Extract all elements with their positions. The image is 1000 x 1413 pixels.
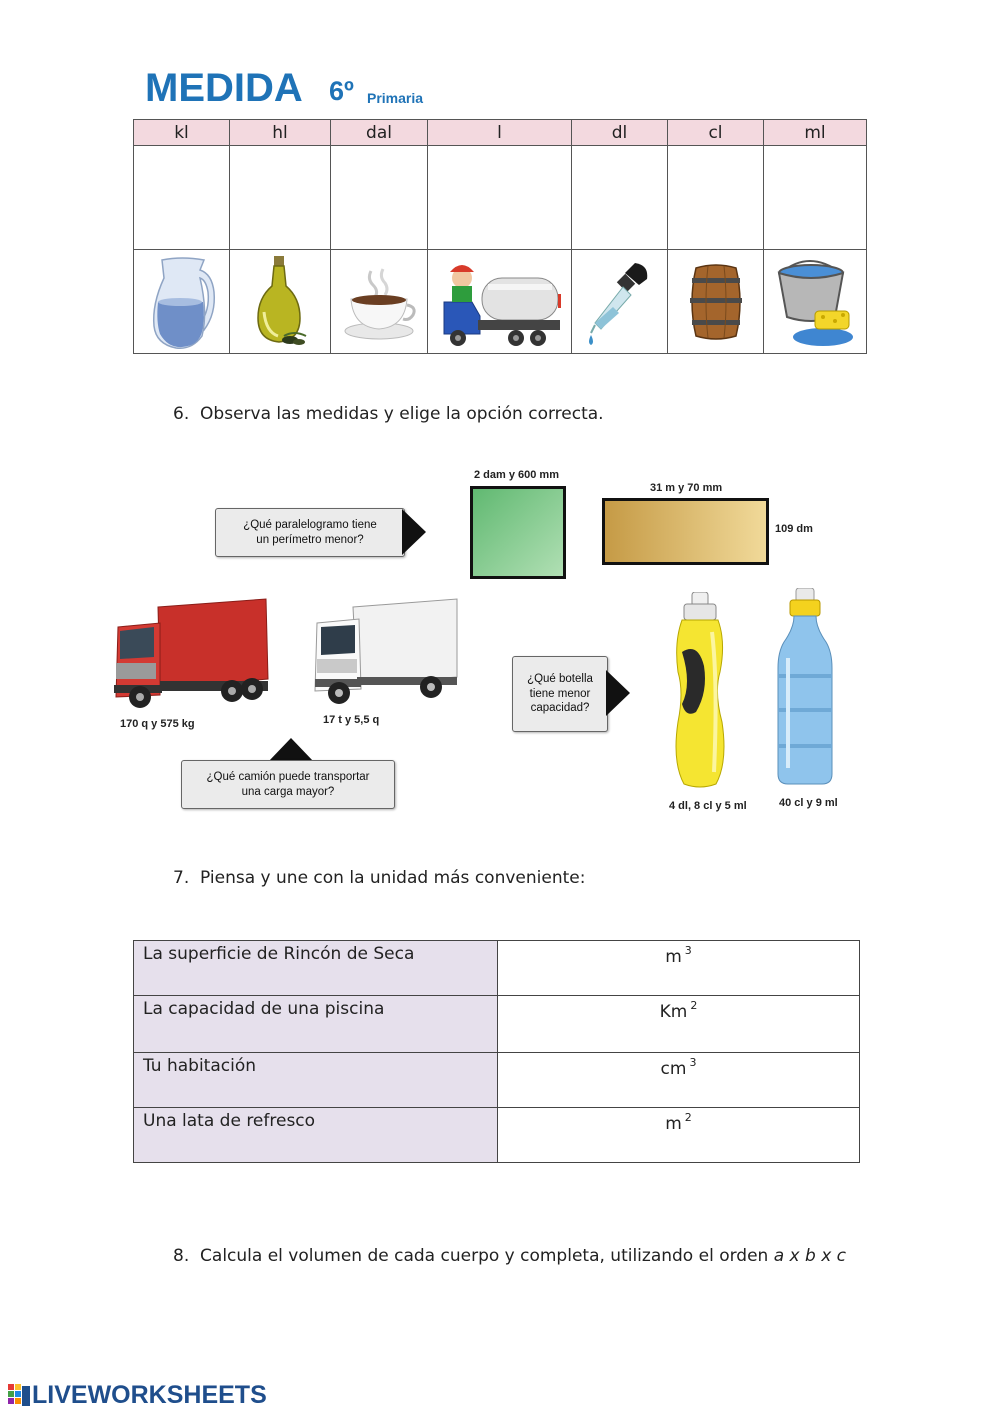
drop-zone-dal[interactable] <box>331 146 428 250</box>
question-number: 8. <box>173 1246 190 1266</box>
question-6 <box>173 404 604 424</box>
page-title: MEDIDA <box>145 66 303 110</box>
bottle-question-callout: ¿Qué botella tiene menor capacidad? <box>512 656 608 732</box>
unit-header-cl: cl <box>668 120 764 146</box>
question-text: Calcula el volumen de cada cuerpo y completa, utilizando el orden <box>200 1246 769 1266</box>
bucket-icon[interactable] <box>773 253 857 351</box>
images-row <box>134 250 867 354</box>
footer-brand: LIVEWORKSHEETS <box>32 1381 267 1409</box>
question-text: Observa las medidas y elige la opción correcta. <box>200 404 604 424</box>
jug-icon[interactable] <box>142 252 222 352</box>
units-table <box>133 119 867 354</box>
truck2-label: 17 t y 5,5 q <box>323 714 380 726</box>
drop-zone-hl[interactable] <box>230 146 331 250</box>
match-right-item[interactable]: cm $^3$ <box>498 1053 860 1108</box>
formula: a x b x c <box>773 1246 847 1266</box>
truck1-label: 170 q y 575 kg <box>120 718 195 730</box>
red-truck-image[interactable] <box>110 597 270 713</box>
question-number: 6. <box>173 404 190 424</box>
green-square[interactable] <box>470 486 566 579</box>
drop-zone-ml[interactable] <box>764 146 867 250</box>
match-left-item[interactable]: Tu habitación <box>134 1053 498 1108</box>
drop-zone-dl[interactable] <box>572 146 668 250</box>
match-left-item[interactable]: Una lata de refresco <box>134 1108 498 1163</box>
tanker-truck-icon[interactable] <box>438 254 562 350</box>
unit-header-hl: hl <box>230 120 331 146</box>
drop-zone-cl[interactable] <box>668 146 764 250</box>
barrel-icon[interactable] <box>686 262 746 342</box>
table-row <box>134 996 860 1053</box>
match-right-item[interactable]: m $^2$ <box>498 1108 860 1163</box>
answer-row <box>134 146 867 250</box>
liveworksheets-logo-icon <box>8 1382 32 1410</box>
bottle2-label: 40 cl y 9 ml <box>779 797 838 809</box>
footer-logo[interactable] <box>8 1381 267 1410</box>
unit-header-ml: ml <box>764 120 867 146</box>
arrow-up-icon <box>268 738 314 762</box>
match-left-item[interactable]: La superficie de Rincón de Seca <box>134 941 498 996</box>
oil-bottle-icon[interactable] <box>250 252 310 352</box>
match-right-item[interactable]: Km $^2$ <box>498 996 860 1053</box>
table-row <box>134 1108 860 1163</box>
units-header-row <box>134 120 867 146</box>
parallelogram-question-callout: ¿Qué paralelogramo tiene un perímetro menor? <box>215 508 405 557</box>
question-text: Piensa y une con la unidad más conveniente: <box>200 868 586 888</box>
unit-header-dal: dal <box>331 120 428 146</box>
bottle1-label: 4 dl, 8 cl y 5 ml <box>669 800 747 812</box>
rectangle-top-label: 31 m y 70 mm <box>650 482 723 494</box>
unit-header-dl: dl <box>572 120 668 146</box>
white-truck-image[interactable] <box>313 597 459 709</box>
table-row <box>134 941 860 996</box>
coffee-cup-icon[interactable] <box>339 257 419 347</box>
table-row <box>134 1053 860 1108</box>
yellow-bottle-image[interactable] <box>668 592 732 790</box>
question-8 <box>173 1246 846 1266</box>
square-label: 2 dam y 600 mm <box>474 469 559 481</box>
level-label: Primaria <box>367 90 424 106</box>
grade-label: 6º <box>329 76 354 106</box>
unit-header-l: l <box>428 120 572 146</box>
match-table <box>133 940 860 1163</box>
gold-rectangle[interactable] <box>602 498 769 565</box>
arrow-right-icon <box>402 509 428 555</box>
rectangle-side-label: 109 dm <box>775 523 813 535</box>
blue-bottle-image[interactable] <box>776 588 836 788</box>
match-left-item[interactable]: La capacidad de una piscina <box>134 996 498 1053</box>
unit-header-kl: kl <box>134 120 230 146</box>
question-number: 7. <box>173 868 190 888</box>
dropper-icon[interactable] <box>585 257 655 347</box>
match-right-item[interactable]: m $^3$ <box>498 941 860 996</box>
question-7 <box>173 868 585 888</box>
arrow-right-icon <box>606 670 632 716</box>
drop-zone-kl[interactable] <box>134 146 230 250</box>
drop-zone-l[interactable] <box>428 146 572 250</box>
truck-question-callout: ¿Qué camión puede transportar una carga mayor? <box>181 760 395 809</box>
